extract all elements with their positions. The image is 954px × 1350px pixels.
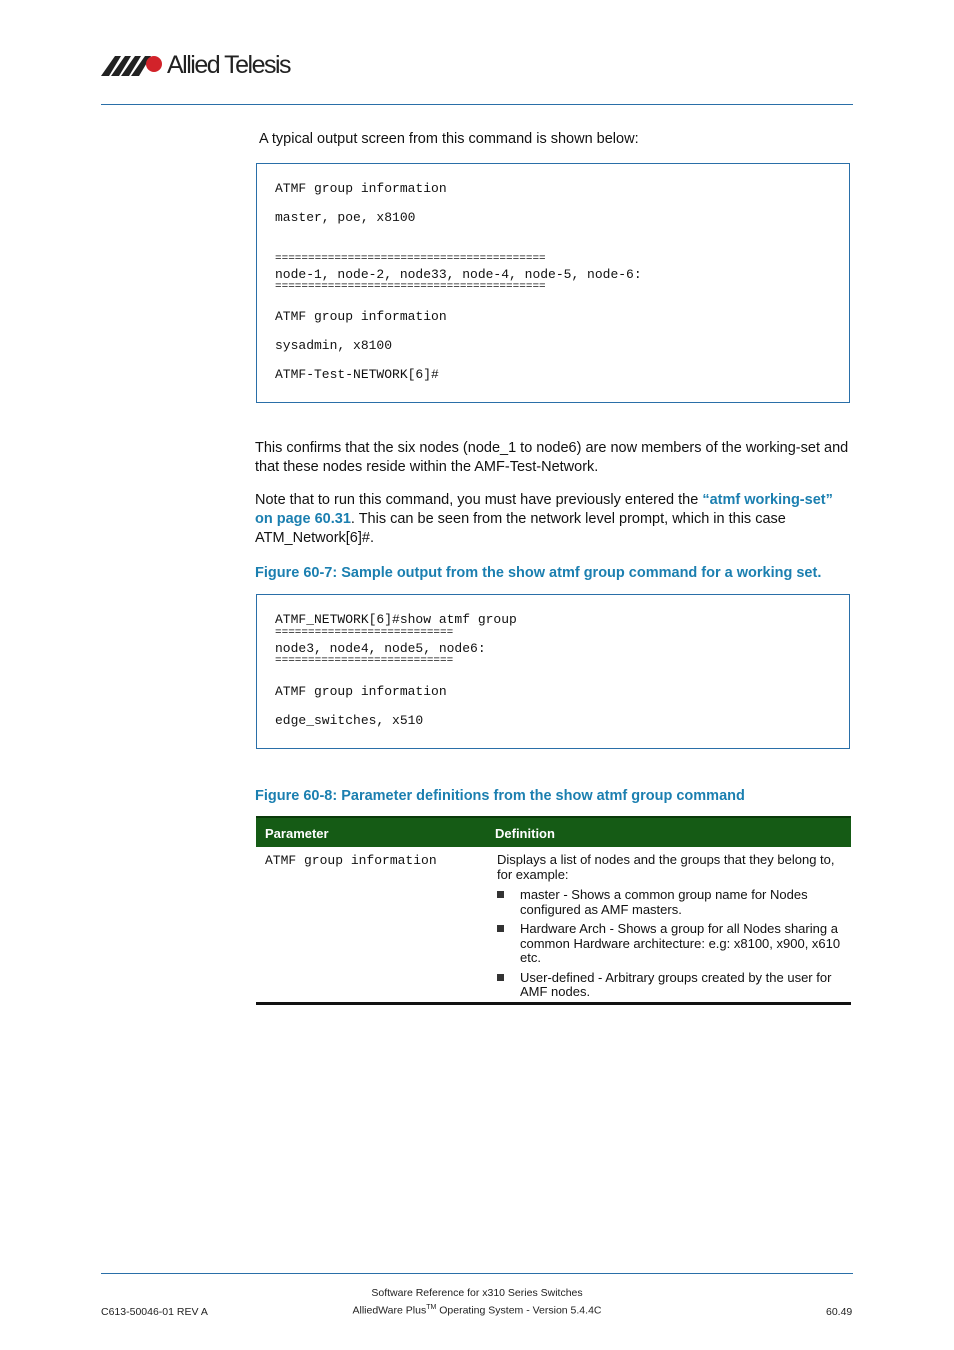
code-line: ATMF_NETWORK[6]#show atmf group xyxy=(275,612,517,627)
code-separator: ========================================= xyxy=(275,253,546,265)
footer-doc-id: C613-50046-01 REV A xyxy=(101,1306,208,1318)
column-header-definition: Definition xyxy=(495,826,555,841)
code-line: node-1, node-2, node33, node-4, node-5, node-6: xyxy=(275,267,642,282)
figure-caption: Figure 60-7: Sample output from the show atmf group command for a working set. xyxy=(255,565,822,581)
logo-text: Allied Telesis xyxy=(167,51,291,79)
parameter-definition xyxy=(497,853,849,1005)
footer-divider xyxy=(101,1273,853,1274)
code-line: ATMF-Test-NETWORK[6]# xyxy=(275,367,439,382)
paragraph-text: . This can be seen from the network level prompt, which in this case ATM_Network[6]#. xyxy=(255,511,786,546)
bullet-square-icon xyxy=(497,925,504,932)
table-header xyxy=(256,816,851,847)
code-separator: =========================== xyxy=(275,627,454,639)
list-item: master - Shows a common group name for Nodes configured as AMF masters. xyxy=(497,888,849,917)
code-output-box xyxy=(256,163,850,403)
figure-caption: Figure 60-8: Parameter definitions from the show atmf group command xyxy=(255,788,745,804)
header-divider xyxy=(101,104,853,105)
code-line: ATMF group information xyxy=(275,684,447,699)
table-row xyxy=(256,847,851,1005)
bullet-square-icon xyxy=(497,891,504,898)
body-paragraph: This confirms that the six nodes (node_1 to node6) are now members of the working-set and that these nodes reside within the AMF-Test-Network. xyxy=(255,440,849,475)
definition-bullet-list xyxy=(497,888,849,1000)
column-header-parameter: Parameter xyxy=(265,826,329,841)
company-logo xyxy=(101,51,290,79)
parameter-table xyxy=(256,816,851,1005)
parameter-name: ATMF group information xyxy=(265,853,437,868)
bullet-square-icon xyxy=(497,974,504,981)
cross-reference-link[interactable]: “atmf working-set” on page 60.31 xyxy=(255,492,833,527)
paragraph-text: Note that to run this command, you must have previously entered the xyxy=(255,492,703,508)
footer-title: Software Reference for x310 Series Switches xyxy=(371,1287,583,1299)
definition-intro: Displays a list of nodes and the groups that they belong to, for example: xyxy=(497,852,835,882)
code-line: master, poe, x8100 xyxy=(275,210,416,225)
list-item: Hardware Arch - Shows a group for all Nodes sharing a common Hardware architecture: e.g: x8100, x900, x610 etc. xyxy=(497,922,849,966)
code-line: node3, node4, node5, node6: xyxy=(275,641,486,656)
body-paragraph xyxy=(255,491,850,548)
code-separator: =========================== xyxy=(275,655,454,667)
code-line: sysadmin, x8100 xyxy=(275,338,393,353)
code-line: ATMF group information xyxy=(275,309,447,324)
logo-mark-icon xyxy=(101,52,163,78)
footer-page-number: 60.49 xyxy=(826,1306,853,1318)
list-item: User-defined - Arbitrary groups created by the user for AMF nodes. xyxy=(497,971,849,1000)
intro-text: A typical output screen from this command is shown below: xyxy=(259,131,639,147)
code-line: edge_switches, x510 xyxy=(275,713,424,728)
code-line: ATMF group information xyxy=(275,181,447,196)
code-output-box xyxy=(256,594,850,749)
footer-os-version: AlliedWare Plus™ Operating System - Version 5.4.4C xyxy=(352,1304,602,1317)
code-separator: ========================================= xyxy=(275,281,546,293)
